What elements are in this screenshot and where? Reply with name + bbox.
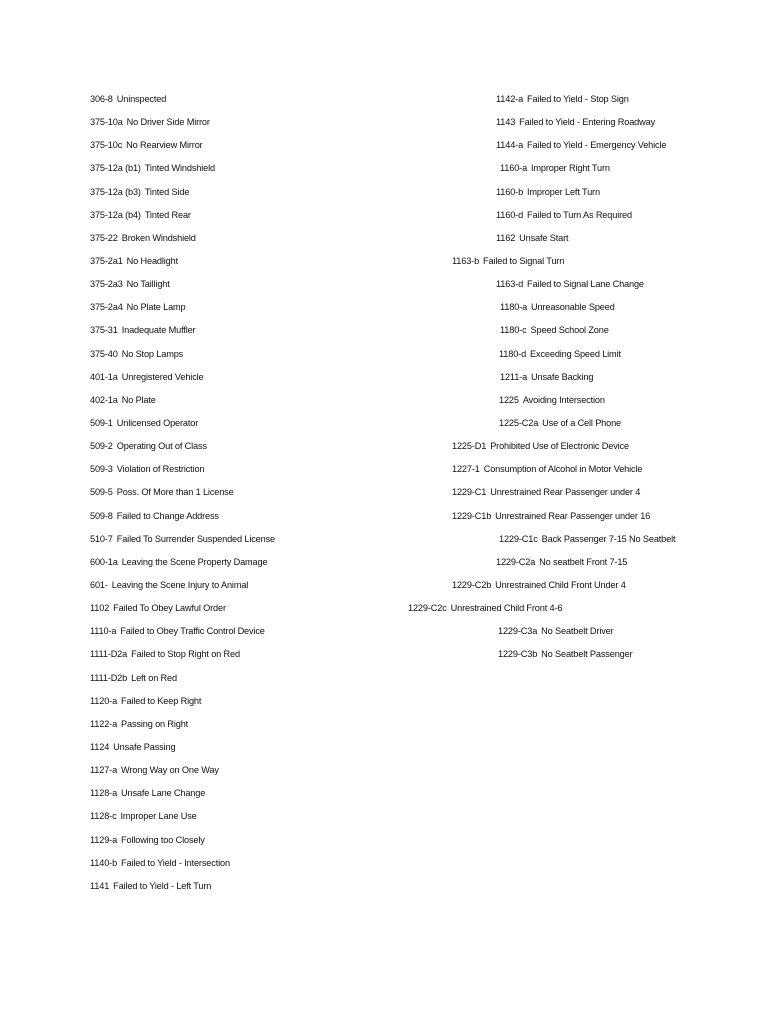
violation-description: Leaving the Scene Injury to Animal xyxy=(111,579,249,590)
violation-description: Failed to Turn As Required xyxy=(527,209,632,220)
violation-code: 1211-a xyxy=(500,371,528,382)
list-item xyxy=(408,439,758,462)
violation-description: Avoiding Intersection xyxy=(522,394,605,405)
violation-code: 1144-a xyxy=(496,140,524,151)
violation-code: 509-3 xyxy=(90,464,113,475)
list-item xyxy=(408,323,758,346)
violation-description: Tinted Side xyxy=(144,186,190,197)
violation-description: Left on Red xyxy=(131,672,177,683)
violation-description: Prohibited Use of Electronic Device xyxy=(490,441,629,452)
violation-description: No Seatbelt Passenger xyxy=(541,649,633,660)
list-item xyxy=(408,601,758,624)
list-item xyxy=(90,509,275,532)
violation-description: Tinted Rear xyxy=(144,209,191,220)
violation-description: Improper Left Turn xyxy=(527,186,600,197)
violation-code: 509-5 xyxy=(90,487,113,498)
violation-code: 601- xyxy=(90,579,108,590)
violation-code: 1180-a xyxy=(500,302,528,313)
violation-description: Violation of Restriction xyxy=(116,464,205,475)
violation-code: 1229-C3a xyxy=(498,626,538,637)
violation-code: 1229-C1b xyxy=(452,510,492,521)
list-item xyxy=(90,856,275,879)
list-item xyxy=(90,161,275,184)
violation-description: Operating Out of Class xyxy=(116,441,207,452)
violation-description: Unlicensed Operator xyxy=(116,417,199,428)
violation-description: Failed To Surrender Suspended License xyxy=(116,533,275,544)
list-item xyxy=(90,185,275,208)
violation-description: Use of a Cell Phone xyxy=(542,417,622,428)
list-item xyxy=(408,231,758,254)
violation-code: 1229-C3b xyxy=(498,649,538,660)
violation-code: 1225-C2a xyxy=(499,417,539,428)
violation-description: Unrestrained Child Front Under 4 xyxy=(495,579,626,590)
list-item xyxy=(90,555,275,578)
violation-description: Wrong Way on One Way xyxy=(121,765,219,776)
violation-description: Failed to Keep Right xyxy=(121,695,202,706)
list-item xyxy=(408,138,758,161)
violation-description: Failed to Yield - Emergency Vehicle xyxy=(527,140,667,151)
violation-description: Broken Windshield xyxy=(121,232,196,243)
list-item xyxy=(90,671,275,694)
list-item xyxy=(408,92,758,115)
violation-description: Unsafe Lane Change xyxy=(121,788,206,799)
violation-code: 1160-d xyxy=(496,209,524,220)
violation-code: 375-2a1 xyxy=(90,255,123,266)
violation-description: No Rearview Mirror xyxy=(126,140,203,151)
list-item xyxy=(408,347,758,370)
violation-description: Inadequate Muffler xyxy=(121,325,196,336)
violation-description: Poss. Of More than 1 License xyxy=(116,487,234,498)
list-item xyxy=(90,485,275,508)
list-item xyxy=(408,647,758,670)
list-item xyxy=(408,115,758,138)
list-item xyxy=(408,185,758,208)
violation-code: 375-22 xyxy=(90,232,118,243)
violation-code: 1111-D2b xyxy=(90,672,128,683)
violation-code: 375-12a (b4) xyxy=(90,209,141,220)
violation-code: 1124 xyxy=(90,741,110,752)
violation-code: 1128-c xyxy=(90,811,117,822)
violation-code: 1127-a xyxy=(90,765,118,776)
violation-code: 1229-C1 xyxy=(452,487,487,498)
violation-code: 1129-a xyxy=(90,834,118,845)
list-item xyxy=(90,694,275,717)
list-item xyxy=(408,161,758,184)
violation-code: 1140-b xyxy=(90,857,118,868)
list-item xyxy=(90,717,275,740)
list-item xyxy=(90,833,275,856)
list-item xyxy=(90,254,275,277)
violation-description: Uninspected xyxy=(116,94,167,104)
violation-description: Passing on Right xyxy=(121,718,189,729)
list-item xyxy=(90,347,275,370)
violation-description: Failed to Yield - Stop Sign xyxy=(527,94,629,104)
list-item xyxy=(408,300,758,323)
violation-code: 1227-1 xyxy=(452,464,480,475)
violation-description: Failed To Obey Lawful Order xyxy=(113,603,226,614)
violation-description: Improper Lane Use xyxy=(120,811,197,822)
list-item xyxy=(408,416,758,439)
violation-code: 375-10c xyxy=(90,140,123,151)
list-item xyxy=(408,370,758,393)
list-item xyxy=(90,300,275,323)
violation-description: Back Passenger 7-15 No Seatbelt xyxy=(541,533,676,544)
violation-code: 375-12a (b3) xyxy=(90,186,141,197)
list-item xyxy=(90,277,275,300)
list-item xyxy=(90,370,275,393)
violation-description: Exceeding Speed Limit xyxy=(530,348,621,359)
list-item xyxy=(90,462,275,485)
list-item xyxy=(90,740,275,763)
list-item xyxy=(90,578,275,601)
violation-description: Unrestrained Rear Passenger under 16 xyxy=(495,510,651,521)
violation-description: Failed to Change Address xyxy=(116,510,219,521)
violation-description: No Taillight xyxy=(126,279,170,290)
right-column xyxy=(408,92,758,671)
violation-description: Consumption of Alcohol in Motor Vehicle xyxy=(483,464,643,475)
violation-code: 401-1a xyxy=(90,371,118,382)
violation-code: 1160-a xyxy=(500,163,528,174)
violation-description: No Plate Lamp xyxy=(126,302,186,313)
left-column xyxy=(90,92,275,902)
violation-code: 1160-b xyxy=(496,186,524,197)
violation-code: 1162 xyxy=(496,232,516,243)
violation-code: 375-2a3 xyxy=(90,279,123,290)
list-item xyxy=(90,439,275,462)
list-item xyxy=(408,462,758,485)
list-item xyxy=(408,555,758,578)
violation-code: 1229-C2b xyxy=(452,579,492,590)
list-item xyxy=(408,277,758,300)
list-item xyxy=(408,532,758,555)
violation-code: 375-2a4 xyxy=(90,302,123,313)
violation-description: No Headlight xyxy=(126,255,178,266)
list-item xyxy=(408,254,758,277)
violation-description: Failed to Yield - Left Turn xyxy=(113,880,212,891)
list-item xyxy=(408,485,758,508)
violation-code: 509-8 xyxy=(90,510,113,521)
list-item xyxy=(90,879,275,902)
list-item xyxy=(90,393,275,416)
violation-description: Speed School Zone xyxy=(530,325,609,336)
violation-description: Tinted Windshield xyxy=(144,163,215,174)
violation-description: Unreasonable Speed xyxy=(531,302,615,313)
violation-code: 1229-C2a xyxy=(496,556,536,567)
violation-code: 1110-a xyxy=(90,626,117,637)
list-item xyxy=(90,763,275,786)
violation-code: 375-10a xyxy=(90,117,123,128)
violation-code: 1102 xyxy=(90,603,110,614)
violation-description: No Plate xyxy=(121,394,156,405)
list-item xyxy=(90,624,275,647)
violation-description: Following too Closely xyxy=(121,834,205,845)
list-item xyxy=(90,115,275,138)
list-item xyxy=(90,231,275,254)
violation-code: 1120-a xyxy=(90,695,118,706)
list-item xyxy=(90,138,275,161)
list-item xyxy=(408,509,758,532)
violation-description: Leaving the Scene Property Damage xyxy=(121,556,268,567)
violation-description: Failed to Yield - Entering Roadway xyxy=(519,117,656,128)
violation-description: Improper Right Turn xyxy=(531,163,610,174)
violation-description: Failed to Signal Turn xyxy=(483,255,565,266)
list-item xyxy=(408,208,758,231)
violation-code: 1142-a xyxy=(496,94,524,104)
violation-code: 1163-d xyxy=(496,279,524,290)
list-item xyxy=(408,578,758,601)
violation-code: 1229-C2c xyxy=(408,603,447,614)
violation-description: No Driver Side Mirror xyxy=(126,117,210,128)
violation-code: 402-1a xyxy=(90,394,118,405)
violation-code: 375-12a (b1) xyxy=(90,163,141,174)
violation-description: Failed to Stop Right on Red xyxy=(131,649,240,660)
list-item xyxy=(90,323,275,346)
list-item xyxy=(90,809,275,832)
violation-description: Failed to Yield - Intersection xyxy=(121,857,230,868)
list-item xyxy=(90,647,275,670)
list-item xyxy=(90,532,275,555)
violation-code: 1225 xyxy=(499,394,519,405)
violation-description: Failed to Obey Traffic Control Device xyxy=(120,626,265,637)
violation-description: No Stop Lamps xyxy=(121,348,184,359)
violation-description: Unsafe Backing xyxy=(531,371,594,382)
violation-code: 1180-c xyxy=(500,325,527,336)
list-item xyxy=(90,416,275,439)
violation-code: 509-1 xyxy=(90,417,113,428)
list-item xyxy=(408,624,758,647)
violation-code: 375-31 xyxy=(90,325,118,336)
violation-code: 600-1a xyxy=(90,556,118,567)
violation-description: Unsafe Start xyxy=(519,232,569,243)
violation-code: 1128-a xyxy=(90,788,118,799)
violation-description: Unrestrained Rear Passenger under 4 xyxy=(490,487,641,498)
violation-code: 1141 xyxy=(90,880,110,891)
violation-description: Failed to Signal Lane Change xyxy=(527,279,644,290)
list-item xyxy=(90,601,275,624)
violation-code: 1122-a xyxy=(90,718,118,729)
list-item xyxy=(408,393,758,416)
violation-code: 510-7 xyxy=(90,533,113,544)
violation-code: 306-8 xyxy=(90,94,113,104)
violation-code: 1180-d xyxy=(499,348,527,359)
list-item xyxy=(90,208,275,231)
violation-description: Unregistered Vehicle xyxy=(121,371,204,382)
violation-description: Unrestrained Child Front 4-6 xyxy=(450,603,563,614)
violation-code: 1163-b xyxy=(452,255,480,266)
violation-code: 509-2 xyxy=(90,441,113,452)
list-item xyxy=(90,786,275,809)
violation-description: No seatbelt Front 7-15 xyxy=(539,556,628,567)
violation-code: 1229-C1c xyxy=(499,533,538,544)
violation-description: Unsafe Passing xyxy=(113,741,176,752)
violation-code: 1143 xyxy=(496,117,516,128)
violation-description: No Seatbelt Driver xyxy=(541,626,614,637)
violation-code: 1111-D2a xyxy=(90,649,128,660)
violation-code: 375-40 xyxy=(90,348,118,359)
list-item xyxy=(90,92,275,115)
violation-code: 1225-D1 xyxy=(452,441,487,452)
